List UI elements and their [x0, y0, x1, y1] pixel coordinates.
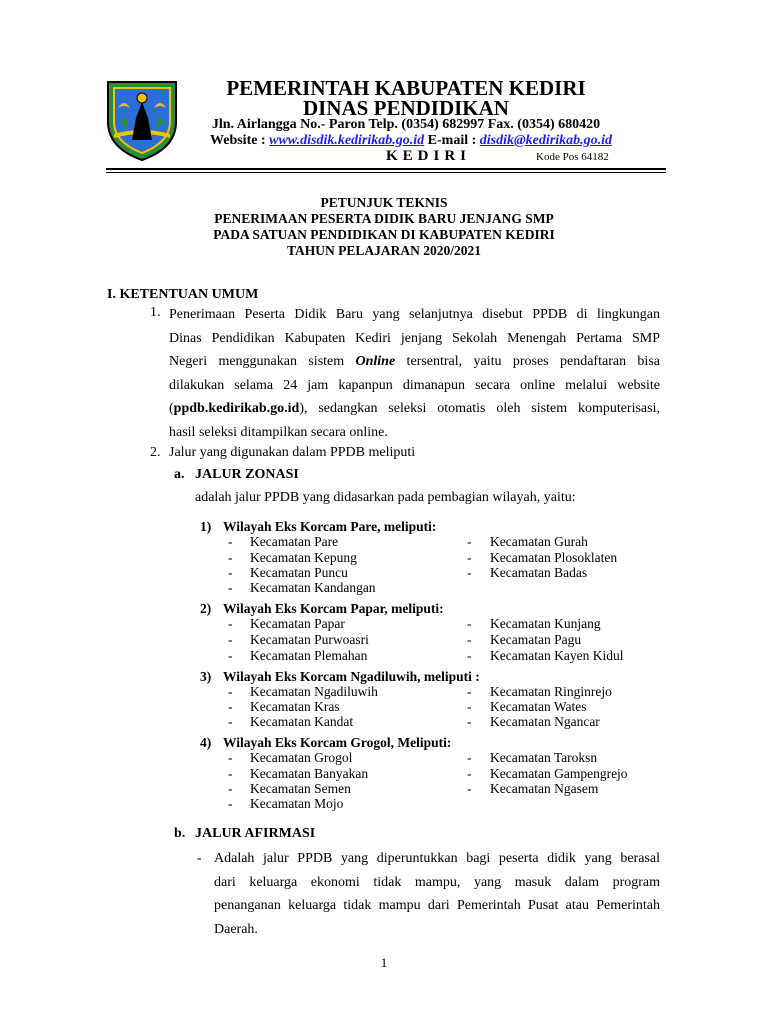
wilayah-title: Wilayah Eks Korcam Papar, meliputi:: [223, 601, 444, 616]
online-word: Online: [355, 354, 396, 369]
wilayah-title: Wilayah Eks Korcam Pare, meliputi:: [223, 519, 437, 534]
jalur-zonasi-title: JALUR ZONASI: [195, 467, 299, 482]
letterhead-city: KEDIRI: [386, 148, 472, 164]
kecamatan-item: Kecamatan Plemahan: [250, 648, 368, 663]
doc-title-3: PADA SATUAN PENDIDIKAN DI KABUPATEN KEDIRI: [213, 227, 555, 242]
kecamatan-item: Kecamatan Ngadiluwih: [250, 684, 378, 699]
para-text: tersentral, yaitu proses pendaftaran bisa: [395, 354, 660, 369]
para-line: dari keluarga ekonomi tidak mampu, yang masuk dalam program: [214, 874, 660, 890]
para-line: Penerimaan Peserta Didik Baru yang selanjutnya disebut PPDB di lingkungan: [169, 307, 660, 322]
ppdb-url: ppdb.kedirikab.go.id: [173, 401, 300, 416]
wilayah-title: Wilayah Eks Korcam Ngadiluwih, meliputi :: [223, 669, 480, 684]
dash: -: [228, 684, 233, 699]
kecamatan-item: Kecamatan Mojo: [250, 796, 344, 811]
dash: -: [467, 534, 472, 549]
kecamatan-item: Kecamatan Kepung: [250, 550, 357, 565]
dash: -: [467, 565, 472, 580]
kecamatan-item: Kecamatan Banyakan: [250, 766, 369, 781]
para-line: [169, 350, 660, 374]
letterhead-government: PEMERINTAH KABUPATEN KEDIRI: [226, 76, 586, 100]
wilayah-number: 1): [200, 519, 212, 534]
dash: -: [467, 684, 472, 699]
letterhead-address: Jln. Airlangga No.- Paron Telp. (0354) 682997 Fax. (0354) 680420: [211, 117, 601, 132]
para-line: Adalah jalur PPDB yang diperuntukkan bagi peserta didik yang berasal: [214, 851, 660, 866]
dash: -: [228, 550, 233, 565]
jalur-zonasi-desc: adalah jalur PPDB yang didasarkan pada pembagian wilayah, yaitu:: [195, 490, 576, 505]
para-line: [169, 397, 660, 421]
wilayah-number: 4): [200, 735, 212, 750]
para-line: Daerah.: [214, 921, 258, 937]
letterhead-agency: DINAS PENDIDIKAN: [303, 96, 509, 120]
jalur-afirmasi-paragraph: [214, 847, 660, 941]
section-heading: I. KETENTUAN UMUM: [107, 287, 259, 302]
wilayah-number: 2): [200, 601, 212, 616]
para-line: penanganan keluarga tidak mampu dari Pemerintah Pusat atau Pemerintah: [214, 898, 660, 913]
item-2-text: Jalur yang digunakan dalam PPDB meliputi: [169, 445, 416, 460]
dash: -: [197, 850, 202, 865]
kecamatan-item: Kecamatan Purwoasri: [250, 632, 369, 647]
dash: -: [228, 796, 233, 811]
dash: -: [467, 750, 472, 765]
kecamatan-item: Kecamatan Puncu: [250, 565, 348, 580]
kecamatan-item: Kecamatan Kras: [250, 699, 340, 714]
dash: -: [228, 750, 233, 765]
kecamatan-item: Kecamatan Papar: [250, 616, 345, 631]
kecamatan-item: Kecamatan Kunjang: [490, 616, 601, 631]
letterhead-rule-thin: [106, 172, 666, 173]
letterhead-contacts: [210, 133, 612, 149]
kecamatan-item: Kecamatan Plosoklaten: [490, 550, 618, 565]
email-label: E-mail :: [424, 133, 480, 148]
dash: -: [467, 550, 472, 565]
kecamatan-item: Kecamatan Badas: [490, 565, 588, 580]
subitem-label: a.: [174, 467, 185, 482]
kecamatan-item: Kecamatan Gurah: [490, 534, 588, 549]
dash: -: [467, 616, 472, 631]
wilayah-title: Wilayah Eks Korcam Grogol, Meliputi:: [223, 735, 452, 750]
kecamatan-item: Kecamatan Grogol: [250, 750, 353, 765]
dash: -: [228, 632, 233, 647]
kecamatan-item: Kecamatan Wates: [490, 699, 587, 714]
kecamatan-item: Kecamatan Pare: [250, 534, 339, 549]
dash: -: [228, 714, 233, 729]
letterhead-postal: Kode Pos 64182: [536, 151, 609, 163]
para-text: (: [169, 401, 174, 416]
kecamatan-item: Kecamatan Kandangan: [250, 580, 376, 595]
para-line: dilakukan selama 24 jam kapanpun dimanapun secara online melalui website: [169, 377, 660, 393]
para-text: ), sedangkan seleksi otomatis oleh sistem komputerisasi,: [299, 401, 660, 416]
doc-title-4: TAHUN PELAJARAN 2020/2021: [286, 243, 481, 258]
kecamatan-item: Kecamatan Ngasem: [490, 781, 599, 796]
doc-title-1: PETUNJUK TEKNIS: [320, 195, 448, 210]
para-line: hasil seleksi ditampilkan secara online.: [169, 424, 388, 440]
dash: -: [228, 565, 233, 580]
dash: -: [228, 616, 233, 631]
website-link[interactable]: www.disdik.kedirikab.go.id: [269, 133, 425, 148]
kecamatan-item: Kecamatan Taroksn: [490, 750, 598, 765]
dash: -: [228, 648, 233, 663]
dash: -: [467, 699, 472, 714]
para-line: Dinas Pendidikan Kabupaten Kediri jenjang Sekolah Menengah Pertama SMP: [169, 330, 660, 346]
dash: -: [467, 766, 472, 781]
subitem-label: b.: [174, 826, 186, 841]
doc-title-2: PENERIMAAN PESERTA DIDIK BARU JENJANG SMP: [214, 211, 554, 226]
email-link[interactable]: disdik@kedirikab.go.id: [479, 133, 612, 148]
letterhead-rule: [106, 168, 666, 170]
dash: -: [467, 648, 472, 663]
page-number: 1: [380, 955, 388, 970]
item-number: 2.: [150, 445, 161, 460]
jalur-afirmasi-title: JALUR AFIRMASI: [195, 826, 316, 841]
kecamatan-item: Kecamatan Semen: [250, 781, 351, 796]
dash: -: [467, 714, 472, 729]
dash: -: [467, 781, 472, 796]
para-text: Negeri menggunakan sistem: [169, 354, 356, 369]
wilayah-number: 3): [200, 669, 212, 684]
kecamatan-item: Kecamatan Pagu: [490, 632, 582, 647]
dash: -: [228, 699, 233, 714]
kecamatan-item: Kecamatan Ngancar: [490, 714, 600, 729]
dash: -: [228, 766, 233, 781]
kecamatan-item: Kecamatan Kayen Kidul: [490, 648, 624, 663]
item-number: 1.: [150, 305, 161, 320]
dash: -: [467, 632, 472, 647]
kecamatan-item: Kecamatan Gampengrejo: [490, 766, 628, 781]
kecamatan-item: Kecamatan Ringinrejo: [490, 684, 612, 699]
dash: -: [228, 534, 233, 549]
dash: -: [228, 580, 233, 595]
item-1-paragraph: [169, 303, 660, 444]
kecamatan-item: Kecamatan Kandat: [250, 714, 354, 729]
website-label: Website :: [210, 133, 270, 148]
dash: -: [228, 781, 233, 796]
